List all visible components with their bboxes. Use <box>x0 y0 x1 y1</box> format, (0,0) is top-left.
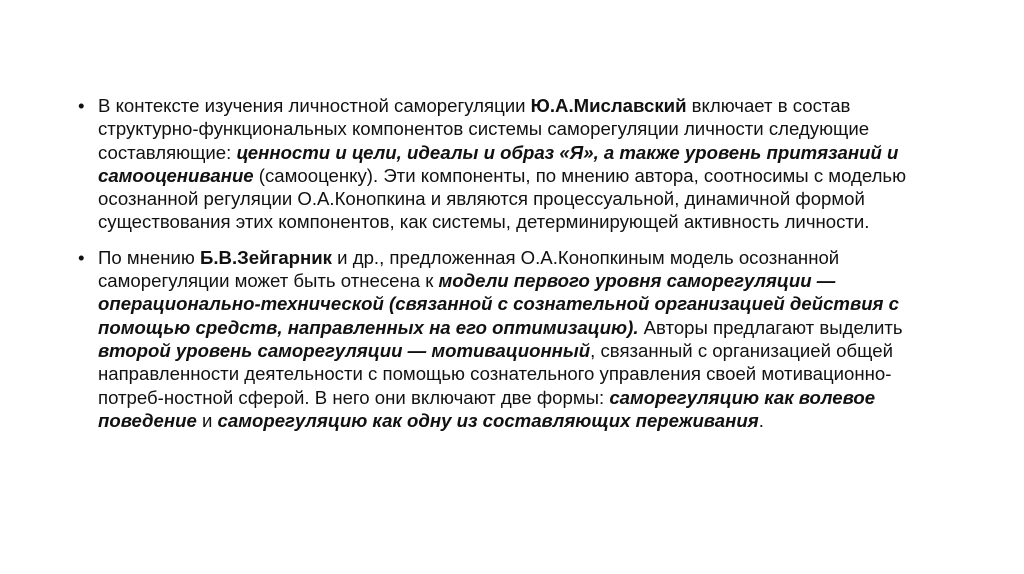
emphasis-text: модели первого уровня саморегуляции — операционально-технической (связанной с сознательной организацией действия с помощью средств, направленных на его оптимизацию). <box>98 270 900 338</box>
author-name: Ю.А.Миславский <box>530 95 687 116</box>
bullet-item-1 <box>78 94 948 234</box>
bullet-list <box>78 94 948 444</box>
text-segment: Авторы предлагают выделить <box>638 316 903 338</box>
emphasis-text: саморегуляцию как волевое поведение <box>98 386 876 431</box>
text-segment: В контексте изучения личностной саморегуляции <box>98 95 531 116</box>
emphasis-text: второй уровень саморегуляции — мотивационный <box>98 339 591 361</box>
text-segment: включает в состав структурно-функциональных компонентов системы саморегуляции личности следующие составляющие: <box>98 95 870 163</box>
text-segment: и др., предложенная О.А.Конопкиным модель осознанной саморегуляции может быть отнесена к <box>98 246 840 292</box>
text-segment: (самооценку). Эти компоненты, по мнению автора, соотносимы с моделью осознанной регуляции О.А.Конопкина и являются процессуальной, динамичной формой существования этих компонентов, как системы, детерминирующей активность личности. <box>98 164 907 233</box>
author-name: Б.В.Зейгарник <box>200 246 332 268</box>
bullet-item-2 <box>78 246 948 432</box>
text-segment: и <box>196 409 218 431</box>
emphasis-text: саморегуляцию как одну из составляющих переживания <box>217 409 759 431</box>
text-segment: , связанный с организацией общей направленности деятельности с помощью сознательного управления своей мотивационно-потреб-ностной сферой. В него они включают две формы: <box>98 339 893 408</box>
emphasis-text: ценности и цели, идеалы и образ «Я», а также уровень притязаний и самооценивание <box>98 141 899 186</box>
text-segment: . <box>758 409 764 431</box>
bullet-marker: • <box>78 246 85 268</box>
bullet-marker: • <box>78 95 85 116</box>
text-segment: По мнению <box>98 246 201 268</box>
